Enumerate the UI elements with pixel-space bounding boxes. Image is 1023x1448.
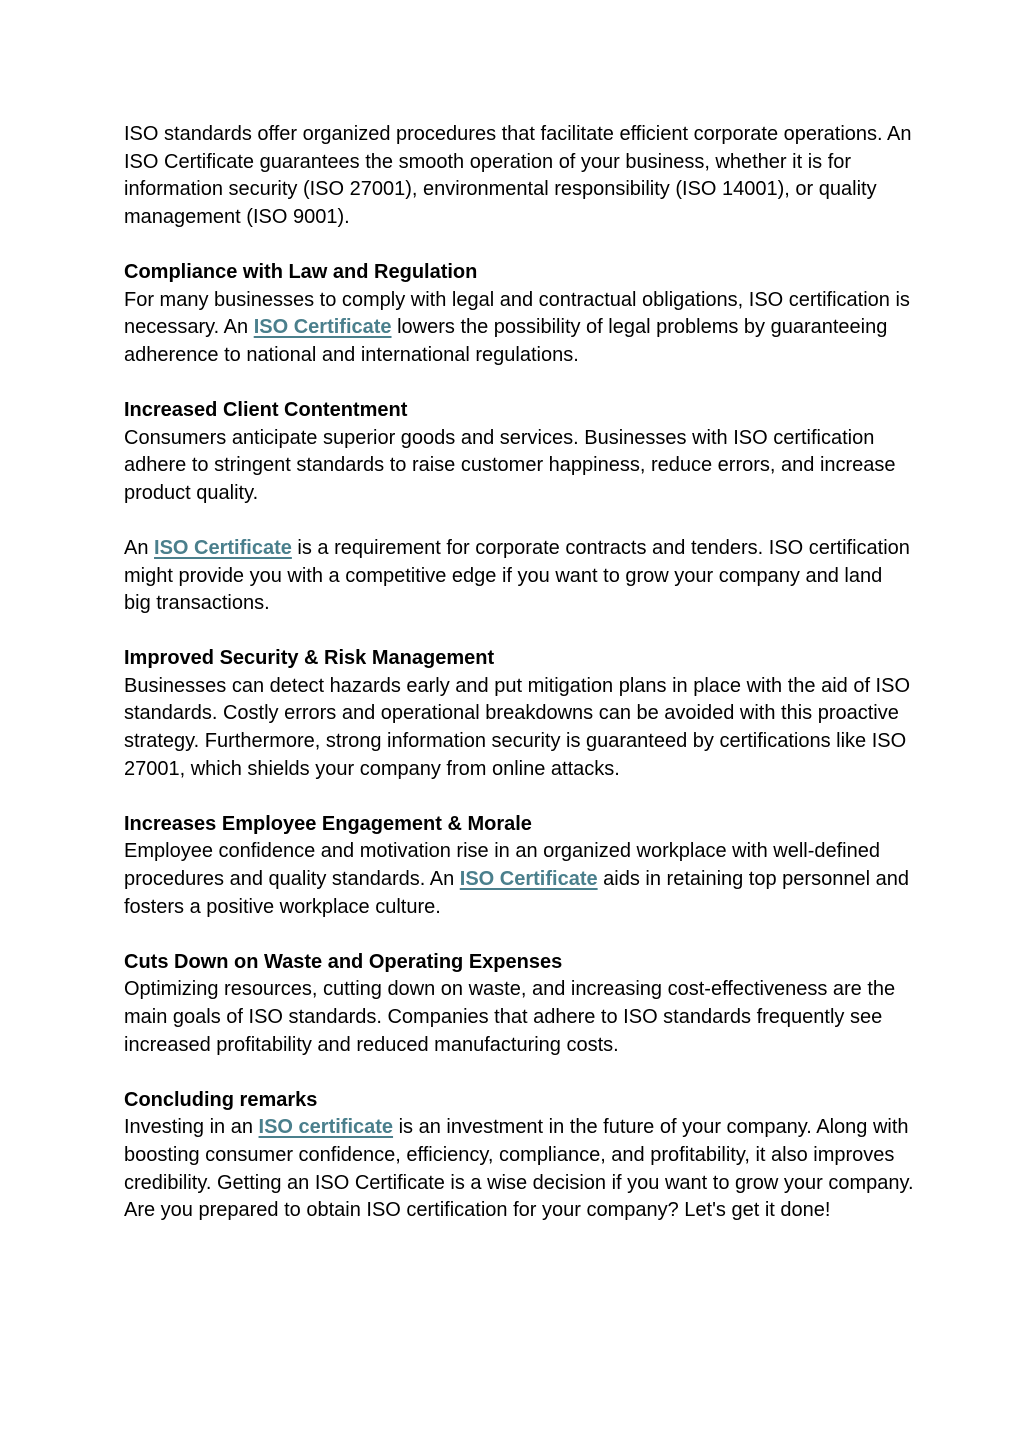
paragraph-spacer <box>124 507 914 535</box>
employee-paragraph <box>124 838 914 921</box>
compliance-paragraph <box>124 287 914 370</box>
closing-line: Are you prepared to obtain ISO certification for your company? Let's get it done! <box>124 1199 831 1222</box>
paragraph-spacer <box>124 618 914 646</box>
iso-certificate-link[interactable]: ISO Certificate <box>253 316 392 339</box>
employee-heading: Increases Employee Engagement & Morale <box>124 812 532 835</box>
iso-certificate-link[interactable]: ISO certificate <box>258 1116 394 1139</box>
waste-paragraph: Optimizing resources, cutting down on waste, and increasing cost-effectiveness are the main goals of ISO standards. Companies that adhere to ISO standards frequently see increased profitability and reduced manufacturing costs. <box>124 978 896 1056</box>
contracts-text-after: is a requirement for corporate contracts and tenders. ISO certification might provide you with a competitive edge if you want to grow your company and land big transactions. <box>124 536 910 615</box>
security-paragraph: Businesses can detect hazards early and put mitigation plans in place with the aid of ISO standards. Costly errors and operational breakdowns can be avoided with this proactive strategy. Furthermore, strong information security is guaranteed by certifications like ISO 27001, which shields your company from online attacks. <box>124 674 911 780</box>
security-heading: Improved Security & Risk Management <box>124 647 495 670</box>
client-paragraph: Consumers anticipate superior goods and services. Businesses with ISO certification adhere to stringent standards to raise customer happiness, reduce errors, and increase product quality. <box>124 426 896 504</box>
paragraph-spacer <box>124 231 914 259</box>
compliance-text-before: For many businesses to comply with legal and contractual obligations, ISO certification is necessary. An <box>124 288 910 339</box>
employee-text-after: aids in retaining top personnel and fosters a positive workplace culture. <box>124 868 909 918</box>
intro-paragraph: ISO standards offer organized procedures that facilitate efficient corporate operations. An ISO Certificate guarantees the smooth operation of your business, whether it is for information security (ISO 27001), environmental responsibility (ISO 14001), or quality management (ISO 9001). <box>124 123 912 228</box>
conclusion-heading: Concluding remarks <box>124 1088 318 1111</box>
employee-text-before: Employee confidence and motivation rise in an organized workplace with well-defined procedures and quality standards. An <box>124 840 880 891</box>
conclusion-paragraph <box>124 1114 914 1197</box>
document-page <box>124 121 914 1225</box>
paragraph-spacer <box>124 369 914 397</box>
compliance-heading: Compliance with Law and Regulation <box>124 260 478 283</box>
paragraph-spacer <box>124 1059 914 1087</box>
conclusion-text-after: is an investment in the future of your company. Along with boosting consumer confidence, efficiency, compliance, and profitability, it also improves credibility. Getting an ISO Certificate is a wise decision if you want to grow your company. <box>124 1116 914 1194</box>
conclusion-text-before: Investing in an <box>124 1116 259 1139</box>
paragraph-spacer <box>124 921 914 949</box>
contracts-paragraph <box>124 535 914 618</box>
client-heading: Increased Client Contentment <box>124 398 408 421</box>
waste-heading: Cuts Down on Waste and Operating Expenses <box>124 950 563 973</box>
compliance-text-after: lowers the possibility of legal problems by guaranteeing adherence to national and international regulations. <box>124 316 888 366</box>
contracts-text-before: An <box>124 536 155 559</box>
iso-certificate-link[interactable]: ISO Certificate <box>459 868 598 891</box>
iso-certificate-link[interactable]: ISO Certificate <box>154 536 292 559</box>
paragraph-spacer <box>124 783 914 811</box>
